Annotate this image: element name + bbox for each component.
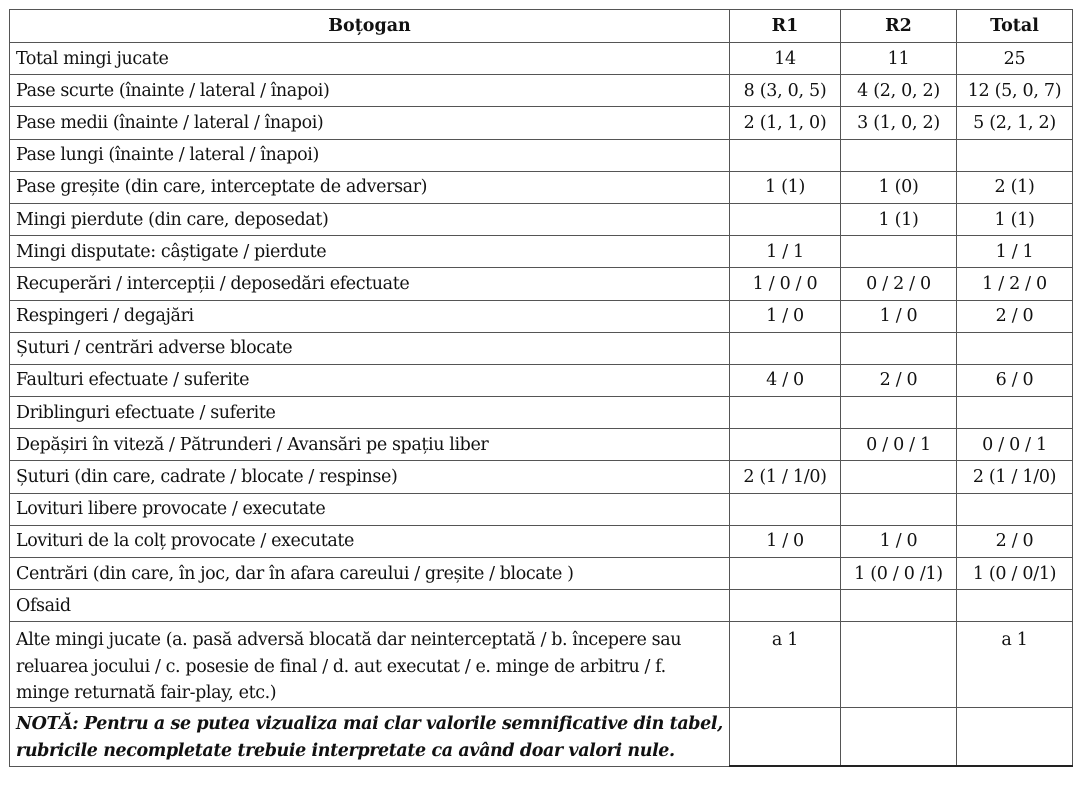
cell-r1: 1 (1): [730, 171, 841, 203]
cell-total: 1 (0 / 0/1): [957, 558, 1073, 590]
cell-r2: [841, 139, 957, 171]
cell-total: 1 (1): [957, 203, 1073, 235]
cell-r1: 1 / 1: [730, 236, 841, 268]
cell-total: [957, 139, 1073, 171]
cell-total: 6 / 0: [957, 364, 1073, 396]
cell-total: [957, 707, 1073, 766]
cell-total: 1 / 2 / 0: [957, 268, 1073, 300]
cell-r1: [730, 397, 841, 429]
row-label: Pase lungi (înainte / lateral / înapoi): [10, 139, 730, 171]
table-row: [10, 236, 1073, 268]
cell-r2: 0 / 2 / 0: [841, 268, 957, 300]
row-label: Pase greșite (din care, interceptate de adversar): [10, 171, 730, 203]
cell-r2: [841, 236, 957, 268]
row-label: Faulturi efectuate / suferite: [10, 364, 730, 396]
cell-r2: 1 (1): [841, 203, 957, 235]
cell-r2: 11: [841, 43, 957, 75]
table-body: [10, 43, 1073, 767]
row-label: Pase scurte (înainte / lateral / înapoi): [10, 75, 730, 107]
cell-r1: 2 (1, 1, 0): [730, 107, 841, 139]
row-label: Pase medii (înainte / lateral / înapoi): [10, 107, 730, 139]
cell-r1: [730, 332, 841, 364]
note-text: NOTĂ: Pentru a se putea vizualiza mai clar valorile semnificative din tabel, rubricile necompletate trebuie interpretate ca având doar valori nule.: [10, 707, 730, 766]
table-row: [10, 300, 1073, 332]
header-player-name: Boțogan: [10, 10, 730, 43]
header-r2: R2: [841, 10, 957, 43]
cell-total: 5 (2, 1, 2): [957, 107, 1073, 139]
cell-total: 1 / 1: [957, 236, 1073, 268]
cell-r2: [841, 461, 957, 493]
row-label: Șuturi (din care, cadrate / blocate / respinse): [10, 461, 730, 493]
header-total: Total: [957, 10, 1073, 43]
row-label: Ofsaid: [10, 590, 730, 622]
cell-r2: [841, 590, 957, 622]
table-row: [10, 171, 1073, 203]
cell-total: [957, 590, 1073, 622]
cell-total: 2 (1): [957, 171, 1073, 203]
table-row: [10, 75, 1073, 107]
cell-total: [957, 493, 1073, 525]
row-label: Alte mingi jucate (a. pasă adversă blocată dar neinterceptată / b. începere sau reluarea jocului / c. posesie de final / d. aut executat / e. minge de arbitru / f. minge returnată fair-play, etc.): [10, 622, 730, 708]
table-row: [10, 558, 1073, 590]
table-row: [10, 364, 1073, 396]
cell-r2: 0 / 0 / 1: [841, 429, 957, 461]
cell-r2: 1 / 0: [841, 300, 957, 332]
cell-r2: [841, 493, 957, 525]
table-row: [10, 139, 1073, 171]
cell-total: [957, 332, 1073, 364]
cell-r2: [841, 622, 957, 708]
row-label: Mingi disputate: câștigate / pierdute: [10, 236, 730, 268]
cell-r1: [730, 429, 841, 461]
cell-r1: 4 / 0: [730, 364, 841, 396]
cell-r1: 2 (1 / 1/0): [730, 461, 841, 493]
cell-r1: 1 / 0 / 0: [730, 268, 841, 300]
cell-total: [957, 397, 1073, 429]
cell-r1: [730, 558, 841, 590]
cell-r1: [730, 590, 841, 622]
cell-r1: [730, 139, 841, 171]
cell-r1: [730, 707, 841, 766]
header-row: [10, 10, 1073, 43]
cell-total: 0 / 0 / 1: [957, 429, 1073, 461]
row-label: Driblinguri efectuate / suferite: [10, 397, 730, 429]
table-row: [10, 493, 1073, 525]
cell-total: 2 / 0: [957, 525, 1073, 557]
cell-r2: 4 (2, 0, 2): [841, 75, 957, 107]
cell-r1: [730, 493, 841, 525]
row-label: Lovituri de la colț provocate / executate: [10, 525, 730, 557]
cell-r1: 14: [730, 43, 841, 75]
cell-total: 12 (5, 0, 7): [957, 75, 1073, 107]
row-label: Respingeri / degajări: [10, 300, 730, 332]
table-row: [10, 43, 1073, 75]
cell-r2: [841, 332, 957, 364]
row-label: Total mingi jucate: [10, 43, 730, 75]
row-label: Centrări (din care, în joc, dar în afara careului / greșite / blocate ): [10, 558, 730, 590]
cell-r2: 3 (1, 0, 2): [841, 107, 957, 139]
header-r1: R1: [730, 10, 841, 43]
cell-r2: 1 (0): [841, 171, 957, 203]
table-row-other-balls: [10, 622, 1073, 708]
cell-r1: [730, 203, 841, 235]
table-row: [10, 203, 1073, 235]
table-row: [10, 429, 1073, 461]
statistics-table: [9, 9, 1073, 767]
cell-total: a 1: [957, 622, 1073, 708]
row-label: Depășiri în viteză / Pătrunderi / Avansări pe spațiu liber: [10, 429, 730, 461]
cell-total: 2 (1 / 1/0): [957, 461, 1073, 493]
cell-r1: 1 / 0: [730, 525, 841, 557]
cell-r1: 8 (3, 0, 5): [730, 75, 841, 107]
cell-r2: 1 / 0: [841, 525, 957, 557]
row-label: Recuperări / intercepții / deposedări efectuate: [10, 268, 730, 300]
table-row: [10, 107, 1073, 139]
table-row: [10, 590, 1073, 622]
cell-r2: [841, 397, 957, 429]
table-row: [10, 332, 1073, 364]
cell-r2: 1 (0 / 0 /1): [841, 558, 957, 590]
table-row: [10, 397, 1073, 429]
row-label: Mingi pierdute (din care, deposedat): [10, 203, 730, 235]
row-label: Lovituri libere provocate / executate: [10, 493, 730, 525]
table-row: [10, 525, 1073, 557]
cell-total: 2 / 0: [957, 300, 1073, 332]
cell-r2: 2 / 0: [841, 364, 957, 396]
table-row: [10, 461, 1073, 493]
cell-total: 25: [957, 43, 1073, 75]
table-row: [10, 268, 1073, 300]
cell-r1: a 1: [730, 622, 841, 708]
cell-r1: 1 / 0: [730, 300, 841, 332]
cell-r2: [841, 707, 957, 766]
row-label: Șuturi / centrări adverse blocate: [10, 332, 730, 364]
table-row-note: [10, 707, 1073, 766]
